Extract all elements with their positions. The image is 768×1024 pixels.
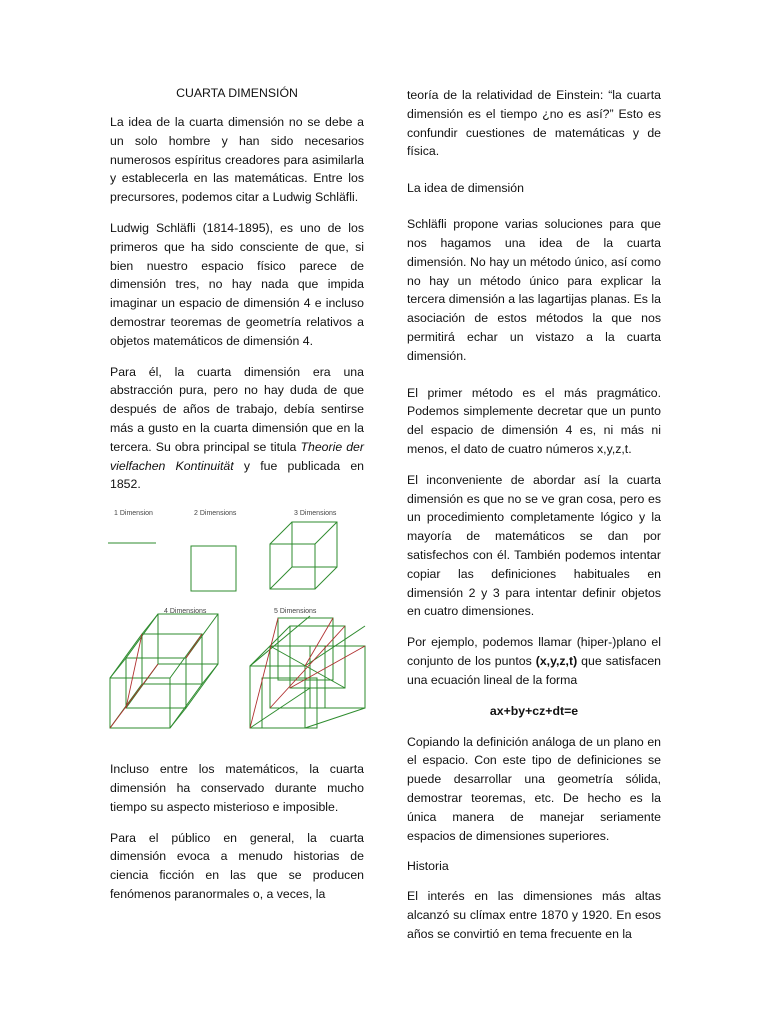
red-edge — [305, 618, 333, 666]
text-run: y fue publicada en 1852. — [110, 458, 364, 492]
paragraph: Schläfli propone varias soluciones para que nos hagamos una idea de la cuarta dimensión. No hay un método único, así como no hay un método único para explicar la tercera dimensión a las lagartijas planas. Es la asociación de estos métodos la que nos permitirá echar un vistazo a la cuarta dimensión. — [407, 217, 661, 363]
document-title: CUARTA DIMENSIÓN — [176, 86, 298, 100]
red-edge — [186, 634, 202, 658]
cube-3d — [270, 522, 337, 589]
paragraph: El primer método es el más pragmático. Podemos simplemente decretar que un punto del espacio de dimensión 4 es, ni más ni menos, el dato de cuatro números x,y,z,t. — [407, 385, 661, 456]
paragraph: La idea de la cuarta dimensión no se debe a un solo hombre y han sido necesarios numerosos espíritus creadores para asimilarla y establecerla en las matemáticas. Entre los precursores, podemos citar a Ludwig Schläfli. — [110, 115, 364, 205]
red-edge — [250, 618, 278, 728]
figure-label-2d: 2 Dimensions — [194, 510, 237, 518]
text-run: Por ejemplo, podemos llamar (hiper-)plano el conjunto de los puntos — [407, 635, 661, 668]
figure-label-1d: 1 Dimension — [114, 510, 153, 518]
paragraph: El inconveniente de abordar así la cuarta dimensión es que no se ve gran cosa, pero es un procedimiento completamente lógico y la mayoría de matemáticos se dan por satisfechos con él. También podemos intentar copiar las definiciones habituales en dimensión 2 y 3 para intentar definir objetos en cuatro dimensiones. — [407, 472, 661, 619]
left-column — [110, 84, 364, 904]
section-heading: Historia — [407, 859, 449, 874]
section-heading: La idea de dimensión — [407, 181, 524, 196]
right-column — [407, 86, 661, 944]
paragraph: Incluso entre los matemáticos, la cuarta dimensión ha conservado durante mucho tiempo su aspecto misterioso e imposible. — [110, 762, 364, 814]
penteract-5d — [250, 616, 365, 728]
coordinates: (x,y,z,t) — [535, 653, 578, 668]
paragraph — [110, 363, 364, 495]
book-title: Theorie der vielfachen Kontinuität — [110, 439, 364, 473]
text-run: que satisfacen una ecuación lineal de la forma — [407, 653, 662, 687]
paragraph — [407, 633, 661, 689]
paragraph: teoría de la relatividad de Einstein: “la cuarta dimensión es el tiempo ¿no es así?” Esto es confundir cuestiones de matemáticas y de física. — [407, 88, 661, 159]
dimensions-figure — [102, 506, 368, 746]
paragraph: Copiando la definición análoga de un plano en el espacio. Con este tipo de definiciones se puede desarrollar una geometría sólida, demostrar teoremas, etc. De hecho es la única manera de manejar seriamente espacios de dimensiones superiores. — [407, 734, 661, 843]
red-edge — [270, 626, 345, 708]
tesseract-4d — [110, 614, 218, 728]
figure-label-5d: 5 Dimensions — [274, 608, 317, 616]
paragraph: Ludwig Schläfli (1814-1895), es uno de los primeros que ha sido consciente de que, si bien nuestro espacio físico parece de dimensión tres, no hay nada que impida imaginar un espacio de dimensión 4 e incluso demostrar teoremas de geometría relativos a objetos matemáticos de dimensión 4. — [110, 220, 364, 348]
formula: ax+by+cz+dt=e — [489, 703, 579, 718]
dimensions-drawing — [102, 506, 368, 746]
paragraph: Para el público en general, la cuarta dimensión evoca a menudo historias de ciencia ficción en las que se producen fenómenos paranormales o, a veces, la — [110, 830, 364, 901]
text-run: Para él, la cuarta dimensión era una abstracción pura, pero no hay duda de que después de años de trabajo, debía sentirse más a gusto en la cuarta dimensión que en la tercera. Su obra principal se titula — [110, 364, 364, 454]
paragraph: El interés en las dimensiones más altas alcanzó su clímax entre 1870 y 1920. En esos años se convirtió en tema frecuente en la — [407, 889, 661, 941]
square-2d — [191, 546, 236, 591]
red-edge — [110, 664, 158, 728]
red-edge — [290, 646, 365, 688]
figure-label-4d: 4 Dimensions — [164, 608, 207, 616]
figure-label-3d: 3 Dimensions — [294, 510, 337, 518]
